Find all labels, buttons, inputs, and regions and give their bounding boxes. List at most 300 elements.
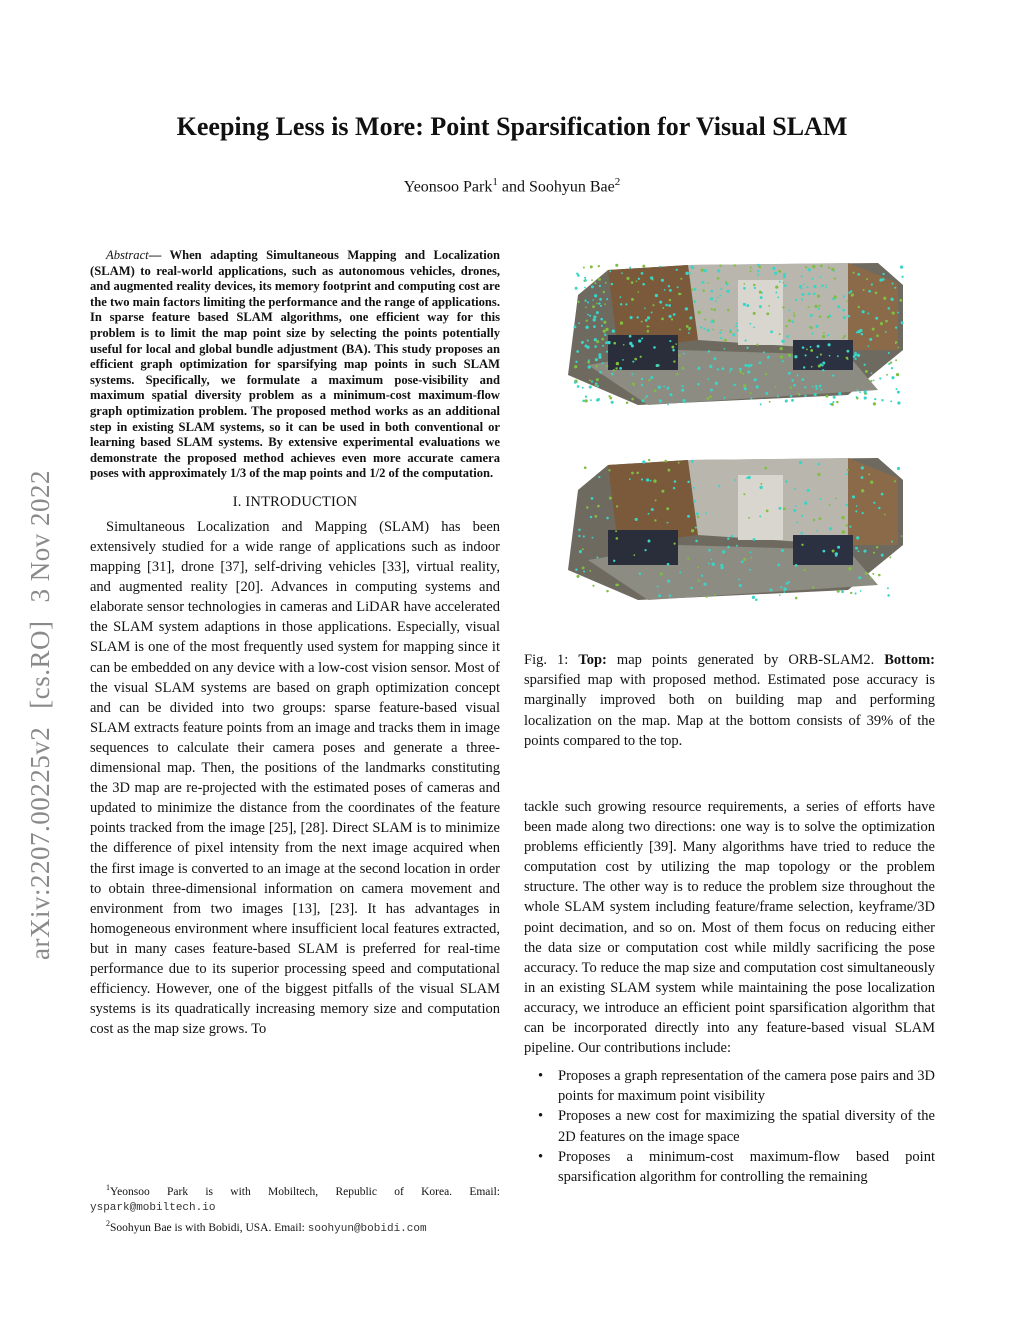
map-point <box>832 401 834 403</box>
map-point <box>576 350 579 353</box>
map-point <box>819 315 822 318</box>
map-point <box>816 530 818 532</box>
map-point <box>815 387 818 390</box>
map-point <box>589 379 591 381</box>
map-point <box>700 326 702 328</box>
map-point <box>646 325 648 327</box>
map-point <box>881 554 884 557</box>
map-point <box>812 586 814 588</box>
footnote-text: Soohyun Bae is with Bobidi, USA. Email: <box>110 1221 308 1234</box>
map-point <box>850 592 852 594</box>
map-point <box>603 330 606 333</box>
map-point <box>603 291 605 293</box>
map-point <box>701 575 703 577</box>
list-item <box>524 1106 935 1146</box>
map-point <box>793 312 795 314</box>
map-point <box>668 285 670 287</box>
map-point <box>674 543 676 545</box>
map-point <box>817 295 820 298</box>
list-item <box>524 1066 935 1106</box>
map-point <box>759 305 762 308</box>
map-point <box>861 489 864 492</box>
map-point <box>577 385 580 388</box>
map-point <box>708 563 710 565</box>
map-point <box>800 532 803 535</box>
map-point <box>777 395 779 397</box>
map-point <box>688 272 690 274</box>
map-point <box>825 284 827 286</box>
map-point <box>804 386 806 388</box>
map-point <box>655 499 657 501</box>
map-point <box>634 358 637 361</box>
map-point <box>825 395 828 398</box>
map-point <box>870 577 872 579</box>
map-point <box>701 282 703 284</box>
map-point <box>750 551 752 553</box>
map-point <box>887 587 889 589</box>
map-point <box>846 357 849 360</box>
map-point <box>765 373 767 375</box>
map-point <box>611 373 614 376</box>
map-point <box>703 328 705 330</box>
map-point <box>590 399 592 401</box>
map-point <box>693 300 696 303</box>
map-point <box>606 351 608 353</box>
abstract-label: Abstract <box>106 248 149 262</box>
map-point <box>641 378 643 380</box>
map-point <box>613 342 616 345</box>
map-point <box>879 377 881 379</box>
map-point <box>594 282 596 284</box>
map-point <box>667 580 670 583</box>
map-point <box>801 378 804 381</box>
map-point <box>798 393 800 395</box>
map-point <box>750 267 752 269</box>
map-point <box>655 294 658 297</box>
map-point <box>861 333 864 336</box>
map-point <box>782 306 784 308</box>
map-point <box>727 309 729 311</box>
map-point <box>720 337 722 339</box>
map-point <box>879 278 882 281</box>
map-point <box>856 396 858 398</box>
map-point <box>713 357 716 360</box>
map-point <box>749 569 751 571</box>
map-point <box>786 582 788 584</box>
map-point <box>825 287 827 289</box>
map-point <box>693 500 696 503</box>
map-point <box>778 270 781 273</box>
map-point <box>732 333 735 336</box>
map-point <box>659 301 662 304</box>
map-point <box>770 588 773 591</box>
map-point <box>651 311 653 313</box>
map-point <box>605 328 608 331</box>
map-point <box>685 307 688 310</box>
map-point <box>581 341 584 344</box>
map-point <box>667 522 669 524</box>
map-point <box>794 488 796 490</box>
map-point <box>673 360 675 362</box>
map-point <box>872 328 875 331</box>
map-point <box>604 303 606 305</box>
map-point <box>827 334 829 336</box>
bullet-icon: • <box>538 1068 544 1085</box>
map-point <box>590 516 592 518</box>
map-point <box>639 572 641 574</box>
map-point <box>596 311 599 314</box>
map-point <box>836 401 838 403</box>
map-point <box>876 546 879 549</box>
map-point <box>670 393 673 396</box>
map-point <box>669 289 672 292</box>
map-point <box>733 384 735 386</box>
map-point <box>846 524 849 527</box>
map-point <box>795 597 798 600</box>
map-point <box>667 387 670 390</box>
map-point <box>782 360 784 362</box>
footnote-email: yspark@mobiltech.io <box>90 1201 216 1214</box>
arxiv-stamp <box>22 340 58 960</box>
map-point <box>801 276 803 278</box>
map-point <box>586 320 588 322</box>
map-point <box>720 288 722 290</box>
map-point <box>894 287 896 289</box>
map-point <box>730 329 732 331</box>
map-point <box>695 540 698 543</box>
map-point <box>743 303 746 306</box>
map-point <box>833 396 836 399</box>
map-point <box>629 478 631 480</box>
map-point <box>750 392 752 394</box>
map-point <box>680 278 682 280</box>
map-point <box>631 472 634 475</box>
map-point <box>729 371 731 373</box>
map-point <box>829 315 832 318</box>
map-point <box>585 345 588 348</box>
map-point <box>695 527 697 529</box>
map-point <box>607 341 610 344</box>
map-point <box>837 305 840 308</box>
map-point <box>818 463 820 465</box>
map-point <box>657 586 659 588</box>
map-point <box>760 403 762 405</box>
map-point <box>846 300 848 302</box>
map-point <box>759 486 762 489</box>
map-point <box>843 295 845 297</box>
map-point <box>641 272 644 275</box>
map-point <box>574 365 577 368</box>
map-point <box>735 325 737 327</box>
map-point <box>667 469 670 472</box>
map-point <box>698 366 700 368</box>
map-point <box>779 333 781 335</box>
map-point <box>679 329 681 331</box>
map-point <box>865 572 868 575</box>
map-point <box>759 361 762 364</box>
map-point <box>578 322 580 324</box>
map-point <box>578 529 580 531</box>
map-point <box>736 329 738 331</box>
map-point <box>870 481 873 484</box>
map-point <box>753 284 756 287</box>
map-point <box>715 382 718 385</box>
map-point <box>587 301 589 303</box>
map-point <box>861 466 864 469</box>
map-point <box>606 590 609 593</box>
map-point <box>579 550 582 553</box>
map-point <box>900 265 903 268</box>
map-point <box>682 388 684 390</box>
map-point <box>739 368 742 371</box>
map-point <box>742 373 744 375</box>
figure-panel-top <box>548 255 933 415</box>
map-point <box>591 497 594 500</box>
map-point <box>858 576 861 579</box>
map-point <box>661 318 664 321</box>
map-point <box>863 289 865 291</box>
map-point <box>782 282 784 284</box>
map-point <box>687 481 690 484</box>
map-point <box>775 285 778 288</box>
sofa <box>608 530 678 565</box>
map-point <box>788 309 790 311</box>
map-point <box>638 291 640 293</box>
map-point <box>820 265 823 268</box>
map-point <box>629 267 631 269</box>
map-point <box>744 364 747 367</box>
map-point <box>601 325 603 327</box>
map-point <box>688 332 690 334</box>
map-point <box>623 344 625 346</box>
caption-label: Fig. 1: <box>524 652 569 668</box>
map-point <box>646 478 649 481</box>
map-point <box>711 308 713 310</box>
map-point <box>864 396 867 399</box>
map-point <box>582 566 585 569</box>
map-point <box>891 283 893 285</box>
map-point <box>881 493 884 496</box>
map-point <box>755 598 758 601</box>
author-name: Yeonsoo Park <box>403 178 493 196</box>
map-point <box>672 349 675 352</box>
map-point <box>656 364 659 367</box>
map-point <box>845 504 848 507</box>
map-point <box>602 345 604 347</box>
map-point <box>642 460 645 463</box>
map-point <box>831 403 834 406</box>
map-point <box>584 300 586 302</box>
right-column <box>524 797 935 1187</box>
map-point <box>848 292 850 294</box>
map-point <box>585 396 587 398</box>
map-point <box>584 466 587 469</box>
map-point <box>593 318 596 321</box>
map-point <box>697 515 700 518</box>
map-point <box>585 326 588 329</box>
map-point <box>578 535 580 537</box>
map-point <box>843 316 846 319</box>
map-point <box>598 302 600 304</box>
map-point <box>891 367 893 369</box>
map-point <box>596 556 598 558</box>
map-point <box>714 594 716 596</box>
map-point <box>784 591 786 593</box>
map-point <box>783 507 786 510</box>
map-point <box>660 572 663 575</box>
map-point <box>746 304 749 307</box>
map-point <box>589 385 592 388</box>
map-point <box>671 318 673 320</box>
map-point <box>722 367 725 370</box>
map-point <box>620 321 623 324</box>
map-point <box>807 306 809 308</box>
figure-panel-bottom <box>548 450 933 610</box>
map-point <box>654 390 657 393</box>
figure-caption <box>524 650 935 751</box>
map-point <box>843 335 846 338</box>
map-point <box>589 315 591 317</box>
map-point <box>576 575 579 578</box>
map-point <box>613 560 615 562</box>
intro-paragraph: Simultaneous Localization and Mapping (SLAM) has been extensively studied for a wide range of applications such as indoor mapping [31], drone [37], self-driving vehicles [33], virtual reality, and augmented reality [20]. Advances in computing systems and elaborate sensor technologies in cameras and LiDAR have accelerated the SLAM system adaptions in those applications. Especially, visual SLAM is one of the most frequently used system for mapping since it can be embedded on any device with a low-cost vision sensor. Most of the visual SLAM systems are based on graph optimization concept and can be divided into two groups: sparse feature-based visual SLAM extracts feature points from an image and tracks them in image sequences to calculate their camera poses and generate a three-dimensional map. Then, the positions of the landmarks constituting the 3D map are re-projected with the estimated poses of cameras and updated to minimize the distance from the coordinates of the feature points tracked from the image [25], [28]. Direct SLAM is to minimize the difference of pixel intensity from the next image acquired when the first image is converted to an image at the second location in order to obtain three-dimensional information on camera movement and environment from two images [13], [23]. It has advantages in homogeneous environment where insufficient local features extracted, but in many cases feature-based SLAM is preferred for real-time performance due to its superior processing speed and computational efficiency. However, one of the biggest pitfalls of the visual SLAM systems is its quadratically increasing memory size and computation cost as the map size grows. To <box>90 518 500 1038</box>
map-point <box>644 397 646 399</box>
map-point <box>813 292 816 295</box>
map-point <box>583 570 585 572</box>
map-point <box>669 594 671 596</box>
map-point <box>584 277 586 279</box>
map-point <box>873 502 875 504</box>
point-cloud-bottom <box>548 450 933 610</box>
map-point <box>608 469 610 471</box>
map-point <box>584 287 586 289</box>
map-point <box>867 313 869 315</box>
map-point <box>722 550 725 553</box>
map-point <box>896 388 898 390</box>
map-point <box>679 572 681 574</box>
map-point <box>901 321 904 324</box>
map-point <box>873 402 876 405</box>
map-point <box>785 325 787 327</box>
map-point <box>591 279 593 281</box>
map-point <box>743 493 745 495</box>
map-point <box>730 368 733 371</box>
map-point <box>862 310 865 313</box>
map-point <box>890 400 892 402</box>
map-point <box>596 378 599 381</box>
map-point <box>842 309 845 312</box>
map-point <box>691 529 694 532</box>
map-point <box>585 307 587 309</box>
map-point <box>575 287 578 290</box>
map-point <box>587 314 589 316</box>
caption-bottom-bold: Bottom: <box>884 652 936 668</box>
map-point <box>680 293 682 295</box>
map-point <box>869 338 872 341</box>
map-point <box>750 270 752 272</box>
map-point <box>664 460 667 463</box>
map-point <box>595 365 598 368</box>
map-point <box>616 505 618 507</box>
map-point <box>604 334 606 336</box>
map-point <box>747 370 750 373</box>
map-point <box>712 329 714 331</box>
map-point <box>727 546 730 549</box>
map-point <box>647 316 650 319</box>
map-point <box>837 546 840 549</box>
map-point <box>648 379 650 381</box>
map-point <box>804 501 807 504</box>
map-point <box>641 478 643 480</box>
author-line <box>0 176 1024 196</box>
map-point <box>708 350 710 352</box>
map-point <box>783 587 786 590</box>
map-point <box>625 303 627 305</box>
map-point <box>817 345 820 348</box>
map-point <box>711 559 713 561</box>
map-point <box>777 296 779 298</box>
map-point <box>650 276 653 279</box>
map-point <box>736 545 738 547</box>
map-point <box>719 331 721 333</box>
map-point <box>841 590 844 593</box>
map-point <box>889 556 891 558</box>
map-point <box>698 580 700 582</box>
map-point <box>635 518 638 521</box>
map-point <box>686 325 689 328</box>
map-point <box>818 308 820 310</box>
map-point <box>753 538 756 541</box>
map-point <box>595 358 598 361</box>
map-point <box>748 476 751 479</box>
map-point <box>650 480 652 482</box>
map-point <box>835 552 838 555</box>
map-point <box>687 557 689 559</box>
arxiv-date: 3 Nov 2022 <box>24 470 55 603</box>
map-point <box>875 317 878 320</box>
map-point <box>721 329 723 331</box>
map-point <box>888 352 890 354</box>
map-point <box>807 489 810 492</box>
map-point <box>594 345 597 348</box>
map-point <box>616 362 619 365</box>
map-point <box>897 467 900 470</box>
map-point <box>775 386 777 388</box>
map-point <box>606 517 609 520</box>
map-point <box>611 283 613 285</box>
map-point <box>584 399 587 402</box>
map-point <box>780 355 783 358</box>
map-point <box>676 373 678 375</box>
map-point <box>705 512 707 514</box>
map-point <box>788 319 791 322</box>
map-point <box>648 459 650 461</box>
map-point <box>631 373 633 375</box>
map-point <box>632 361 634 363</box>
map-point <box>885 320 888 323</box>
map-point <box>852 272 854 274</box>
map-point <box>726 290 729 293</box>
author-name: Soohyun Bae <box>528 178 615 196</box>
map-point <box>731 535 734 538</box>
map-point <box>688 327 691 330</box>
map-point <box>861 476 864 479</box>
map-point <box>641 321 643 323</box>
map-point <box>709 395 712 398</box>
map-point <box>598 278 601 281</box>
map-point <box>587 339 589 341</box>
footnotes <box>90 1180 500 1237</box>
